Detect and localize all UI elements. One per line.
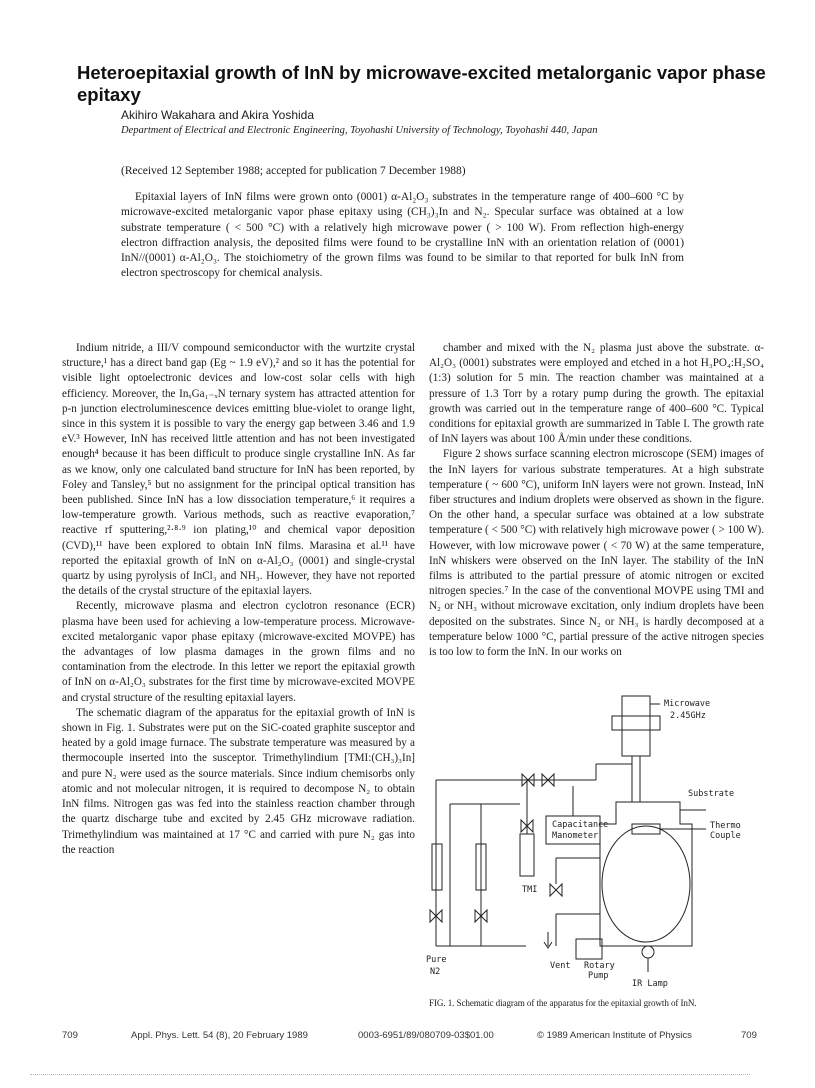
tmi-bubbler — [520, 834, 534, 876]
ir-lamp-icon — [642, 946, 654, 958]
chamber-bell — [602, 826, 690, 942]
body-paragraph: chamber and mixed with the N₂ plasma just above the substrate. α-Al₂O₃ (0001) substrates were employed and etched in a hot H₃PO₄:H₂SO₄ (1:3) solution for 5 min. The reaction chamber was maintained at a pressure of 1.3 Torr by a rotary pump during the growth. The epitaxial growth was carried out in the temperature range of 400–600 °C. Typical conditions for epitaxial growth are summarized in Table I. The growth rate of InN layers was about 100 Å/min under these conditions. — [429, 342, 764, 446]
scan-artifact-line — [30, 1074, 750, 1075]
label-tmi: TMI — [522, 885, 538, 895]
label-capacitance: Capacitance — [552, 820, 609, 830]
footer-page-number: 709 — [62, 1030, 78, 1041]
label-pure: Pure — [426, 955, 447, 965]
label-pump: Pump — [588, 971, 609, 981]
abstract: Epitaxial layers of InN films were grown onto (0001) α-Al₂O₃ substrates in the temperature range of 400–600 °C by microwave-excited metalorganic vapor phase epitaxy using (CH₃)₃In and N₂. Specular surface was obtained at a low substrate temperature ( < 500 °C) with a relatively high microwave power ( > 100 W). From reflection high-energy electron diffraction analysis, the deposited films were found to be crystalline InN with an orientation relation of (0001) InN//(0001) α-Al₂O₃. The stoichiometry of the grown films was found to be similar to that reported for bulk InN from electron spectroscopy for chemical analysis. — [121, 191, 684, 280]
label-ir-lamp: IR Lamp — [632, 979, 668, 989]
label-microwave: Microwave — [664, 699, 711, 709]
left-column — [62, 341, 415, 858]
label-thermo: Thermo — [710, 821, 741, 831]
paper-title: Heteroepitaxial growth of InN by microwave-excited metalorganic vapor phase epitaxy — [77, 62, 766, 105]
valve-icon — [550, 884, 562, 896]
flow-meter — [432, 844, 442, 890]
figure-caption: FIG. 1. Schematic diagram of the apparatus for the epitaxial growth of InN. — [429, 998, 697, 1008]
footer-journal: Appl. Phys. Lett. 54 (8), 20 February 1989 — [131, 1030, 308, 1041]
label-couple: Couple — [710, 831, 741, 841]
label-manometer: Manometer — [552, 831, 599, 841]
label-vent: Vent — [550, 961, 571, 971]
label-n2: N2 — [430, 967, 441, 977]
label-substrate: Substrate — [688, 789, 735, 799]
footer-copyright: © 1989 American Institute of Physics — [537, 1030, 692, 1041]
apparatus-diagram — [426, 684, 771, 996]
body-paragraph: Figure 2 shows surface scanning electron microscope (SEM) images of the InN layers for various substrate temperatures. At a high substrate temperature ( ~ 600 °C), uniform InN layers were not grown. Instead, InN fiber structures and indium droplets were observed as shown in the figure. On the other hand, a specular surface was obtained at a low substrate temperature ( < 500 °C) with relatively high microwave power ( > 100 W). However, with low microwave power ( < 70 W) at the same temperature, InN whiskers were observed on the InN layer. The stability of the InN films is attributed to the partial pressure of atomic nitrogen or excited nitrogen species.⁷ In the case of the conventional MOVPE using TMI and N₂ or NH₃ without microwave excitation, only indium droplets have been deposited on the substrates. Since N₂ or NH₃ is hardly decomposed at a temperature below 1000 °C, partial pressure of the active nitrogen species is too low to form the InN. In our works on — [429, 448, 764, 659]
body-paragraph: Indium nitride, a III/V compound semiconductor with the wurtzite crystal structure,¹ has a direct band gap (Eg ~ 1.9 eV),² and so it has the potential for visible light optoelectronic devices and low-cost solar cells with high efficiency. Moreover, the InₓGa₁₋ₓN ternary system has attracted attention for p-n junction electroluminescence devices emitting blue-violet to orange light, since in this system it is possible to vary the energy gap between 3.46 and 1.9 eV.³ However, InN has received little attention and has not been investigated enough⁴ because it has been difficult to produce single crystalline InN. As far as we know, only one calculated band structure for InN has been reported, by Foley and Tansley,⁵ but no assignment for the principal optical transition has been published. Since InN has a low dissociation temperature,⁶ it requires a low-temperature growth. Various methods, such as reactive evaporation,⁷ reactive rf sputtering,²·⁸·⁹ ion plating,¹⁰ and chemical vapor deposition (CVD),¹¹ have been explored to obtain InN films. Marasina et al.¹¹ have reported the epitaxial growth of InN on α-Al₂O₃ (0001) and single-crystal quartz by using pyrolysis of InCl₃ and NH₃. However, they have not reported the details of the crystal structure of the epitaxial layers. — [62, 342, 415, 598]
body-paragraph: Recently, microwave plasma and electron cyclotron resonance (ECR) plasma have been used for achieving a low-temperature process. Microwave-excited metalorganic vapor phase epitaxy (microwave-excited MOVPE) has the advantages of low plasma damages in the grown films and no contamination from the electrode. In this letter we report the epitaxial growth of InN on α-Al₂O₃ substrates for the first time by microwave-excited MOVPE and crystal structure of the resulting epitaxial layers. — [62, 600, 415, 704]
rotary-pump — [576, 939, 602, 959]
affiliation: Department of Electrical and Electronic Engineering, Toyohashi University of Technology, Toyohashi 440, Japan — [121, 125, 598, 136]
received-dates: (Received 12 September 1988; accepted for publication 7 December 1988) — [121, 165, 466, 177]
label-rotary: Rotary — [584, 961, 615, 971]
right-column — [429, 341, 764, 660]
label-frequency: 2.45GHz — [670, 711, 706, 721]
body-paragraph: The schematic diagram of the apparatus for the epitaxial growth of InN is shown in Fig. 1. Substrates were put on the SiC-coated graphite susceptor and heated by a gold image furnace. The substrate temperature was measured by a thermocouple inserted into the susceptor. Trimethylindium [TMI:(CH₃)₃In] and pure N₂ were used as the source materials. Since indium chemisorbs only atomic and not molecular nitrogen, it is required to decompose N₂ to obtain InN films. Nitrogen gas was fed into the stainless reaction chamber through the quartz discharge tube and excited by 2.45 GHz microwave radiation. Trimethylindium was maintained at 17 °C and carried with pure N₂ gas into the reaction — [62, 706, 415, 856]
waveguide — [622, 696, 650, 756]
footer-page-number: 709 — [741, 1030, 757, 1041]
waveguide-flange — [612, 716, 660, 730]
footer-article-code: 0003-6951/89/080709-03$01.00 — [358, 1030, 494, 1041]
authors: Akihiro Wakahara and Akira Yoshida — [121, 108, 315, 122]
